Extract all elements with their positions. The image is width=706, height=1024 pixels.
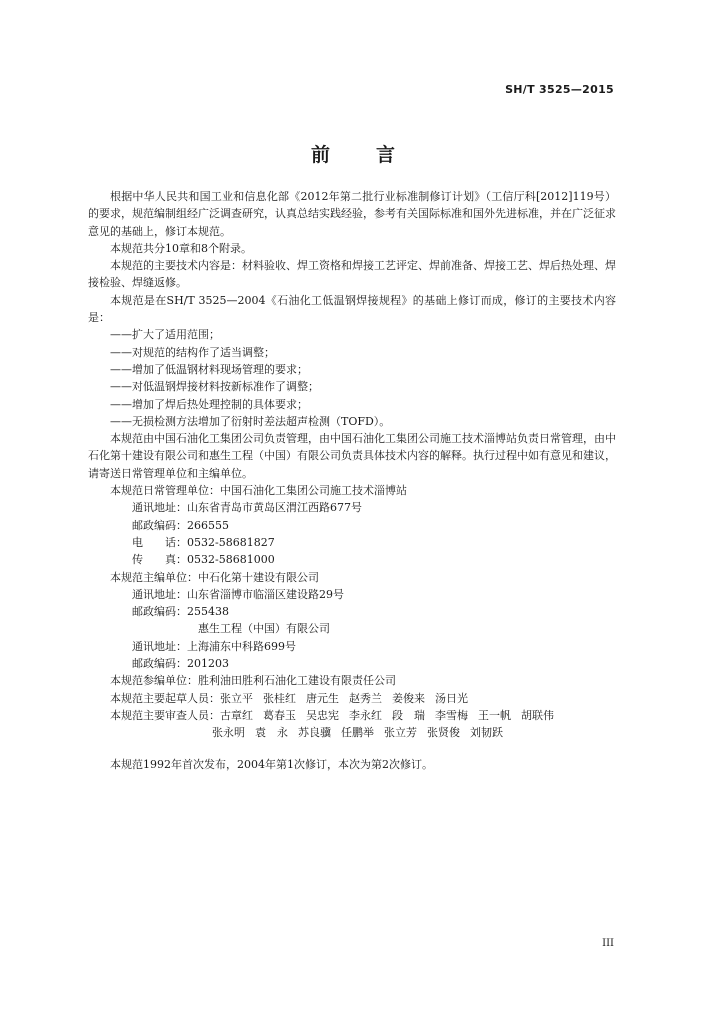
daily-mgmt-address: 通讯地址：山东省青岛市黄岛区渭江西路677号 (132, 501, 362, 515)
chief-editor-postcode: 邮政编码：255438 (132, 605, 229, 619)
drafter-name: 唐元生 (306, 691, 339, 705)
reviewer-name: 袁 永 (255, 726, 288, 740)
title-char-1: 前 (310, 144, 330, 166)
reviewer-name: 胡联伟 (521, 708, 554, 722)
title-char-2: 言 (376, 144, 396, 166)
reviewer-name: 葛春玉 (263, 708, 296, 722)
change-item: ——对规范的结构作了适当调整； (110, 345, 275, 359)
foreword-body (88, 188, 616, 773)
paragraph-structure: 本规范共分10章和8个附录。 (110, 241, 252, 255)
paragraph-management: 本规范由中国石油化工集团公司负责管理，由中国石油化工集团公司施工技术淄博站负责日常管理，由中石化第十建设有限公司和惠生工程（中国）有限公司负责具体技术内容的解释。执行过程中如有意见和建议，请寄送日常管理单位和主编单位。 (88, 432, 616, 480)
change-item: ——无损检测方法增加了衍射时差法超声检测（TOFD）。 (110, 414, 391, 428)
drafters-line: 本规范主要起草人员：张立平 张桂红 唐元生 赵秀兰 姜俊来 汤日光 (110, 691, 468, 705)
page-title (0, 140, 706, 167)
reviewer-name: 王一帆 (478, 708, 511, 722)
paragraph-revision: 本规范是在SH/T 3525—2004《石油化工低温钢焊接规程》的基础上修订而成，修订的主要技术内容是： (88, 293, 616, 325)
reviewer-name: 古章红 (220, 708, 253, 722)
daily-mgmt-phone: 电 话：0532-58681827 (132, 535, 275, 549)
drafter-name: 汤日光 (435, 691, 468, 705)
page-number: III (602, 938, 614, 949)
reviewer-name: 段 瑞 (392, 708, 425, 722)
chief-editor-address2: 通讯地址：上海浦东中科路699号 (132, 639, 296, 653)
reviewers-line-2 (88, 724, 616, 741)
paragraph-basis: 根据中华人民共和国工业和信息化部《2012年第二批行业标准制修订计划》（工信厅科[2012]119号）的要求，规范编制组经广泛调查研究，认真总结实践经验，参考有关国际标准和国外先进标准，并在广泛征求意见的基础上，修订本规范。 (88, 190, 616, 238)
change-item: ——扩大了适用范围； (110, 328, 220, 342)
daily-mgmt-fax: 传 真：0532-58681000 (132, 553, 275, 567)
change-item: ——增加了焊后热处理控制的具体要求； (110, 397, 308, 411)
reviewers-line: 本规范主要审查人员：古章红 葛春玉 吴忠宪 李永红 段 瑞 李雪梅 王一帆 胡联伟 (110, 708, 554, 722)
chief-editor-unit: 本规范主编单位：中石化第十建设有限公司 (110, 570, 319, 584)
reviewer-name: 李雪梅 (435, 708, 468, 722)
reviewer-name: 张永明 (212, 726, 245, 740)
drafter-name: 赵秀兰 (349, 691, 382, 705)
drafter-name: 姜俊来 (392, 691, 425, 705)
reviewer-name: 李永红 (349, 708, 382, 722)
change-item: ——对低温钢焊接材料按新标准作了调整； (110, 380, 319, 394)
paragraph-main-content: 本规范的主要技术内容是：材料验收、焊工资格和焊接工艺评定、焊前准备、焊接工艺、焊后热处理、焊接检验、焊缝返修。 (88, 259, 616, 290)
chief-editor-address: 通讯地址：山东省淄博市临淄区建设路29号 (132, 587, 344, 601)
drafter-name: 张桂红 (263, 691, 296, 705)
reviewer-name: 苏良骥 (298, 726, 331, 740)
reviewer-name: 张贤俊 (427, 726, 460, 740)
reviewer-name: 张立芳 (384, 726, 417, 740)
change-item: ——增加了低温钢材料现场管理的要求； (110, 362, 308, 376)
chief-editor-postcode2: 邮政编码：201203 (132, 657, 229, 671)
daily-mgmt-postcode: 邮政编码：266555 (132, 518, 229, 532)
drafter-name: 张立平 (220, 691, 253, 705)
participant-unit: 本规范参编单位：胜利油田胜利石油化工建设有限责任公司 (110, 674, 396, 688)
reviewer-name: 任鹏举 (341, 726, 374, 740)
reviewer-name: 刘韧跃 (470, 726, 503, 740)
daily-mgmt-unit: 本规范日常管理单位：中国石油化工集团公司施工技术淄博站 (110, 484, 407, 498)
revision-history: 本规范1992年首次发布，2004年第1次修订，本次为第2次修订。 (110, 757, 433, 771)
reviewer-name: 吴忠宪 (306, 708, 339, 722)
chief-editor-org2: 惠生工程（中国）有限公司 (198, 622, 330, 636)
standard-code: SH/T 3525—2015 (505, 83, 614, 96)
